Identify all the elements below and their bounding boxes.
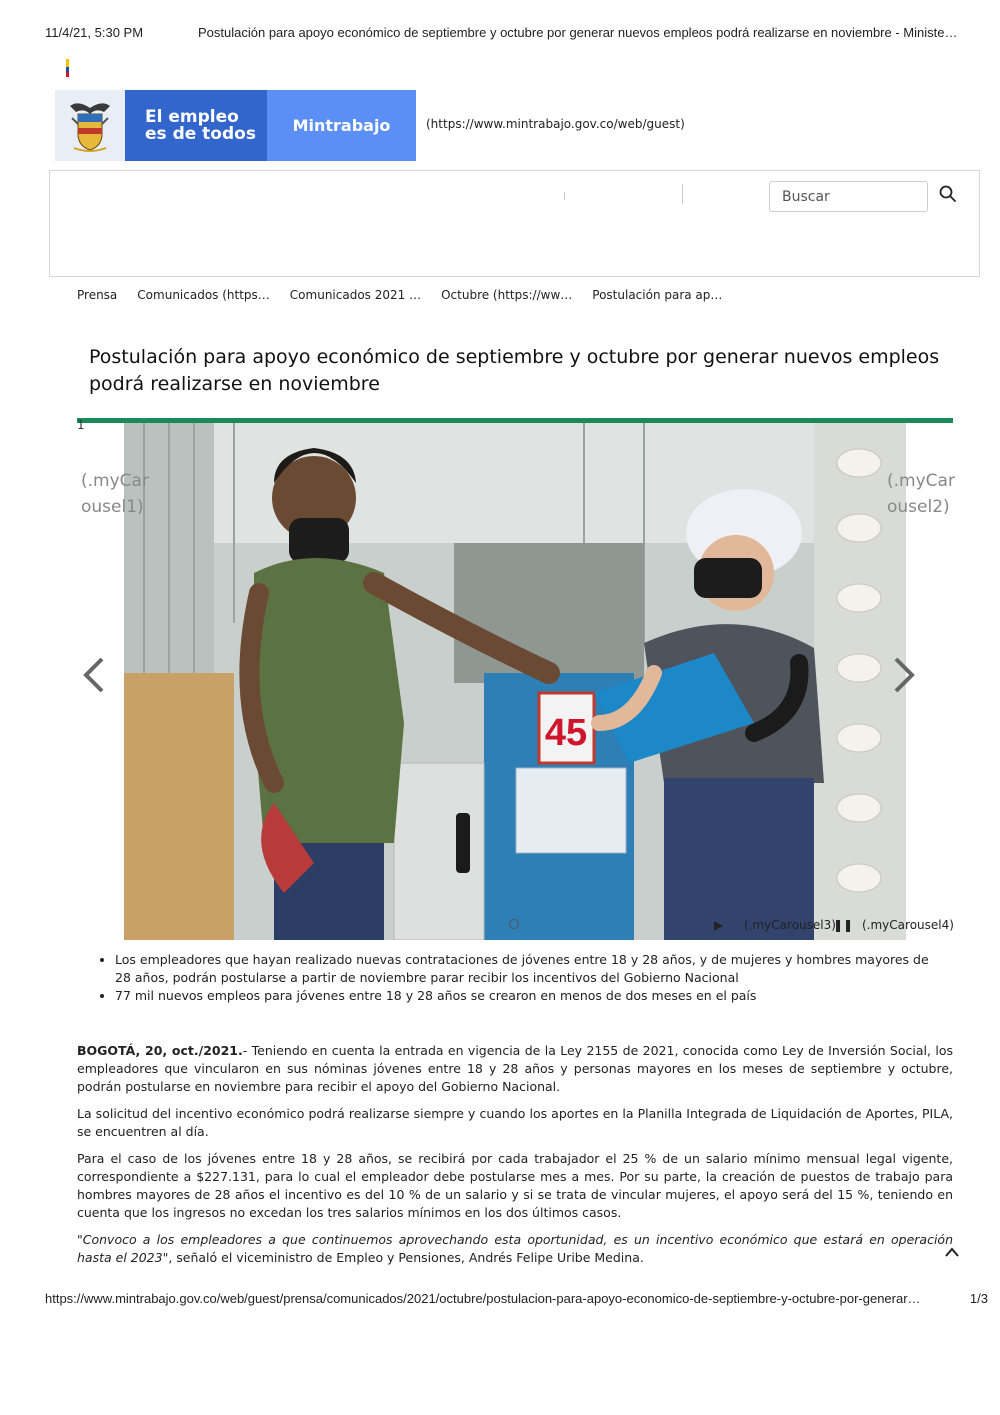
nav-divider	[682, 184, 683, 204]
pause-icon[interactable]: ❚❚	[833, 918, 854, 932]
breadcrumb-item[interactable]: Octubre (https://ww…	[441, 288, 573, 302]
print-footer	[45, 1291, 988, 1306]
article-body	[77, 1042, 953, 1276]
page-title: Postulación para apoyo económico de septiembre y octubre por generar nuevos empleos podrá realizarse en noviembre	[89, 346, 940, 395]
chevron-left-icon[interactable]	[80, 655, 108, 695]
print-header	[0, 25, 1000, 43]
print-page-title: Postulación para apoyo económico de septiembre y octubre por generar nuevos empleos podrá realizarse en noviembre - Ministe…	[198, 25, 958, 40]
carousel-pause-label[interactable]: (.myCarousel4)	[862, 918, 954, 932]
carousel-indicator[interactable]	[509, 919, 519, 929]
nav-divider	[564, 192, 565, 200]
site-logo-link[interactable]	[55, 90, 416, 161]
colombia-flag-icon	[66, 59, 69, 77]
play-icon[interactable]: ▶	[714, 918, 724, 932]
search-icon[interactable]	[938, 184, 958, 204]
breadcrumb-item[interactable]: Postulación para ap…	[592, 288, 723, 302]
breadcrumb	[77, 288, 742, 302]
list-item: • 77 mil nuevos empleos para jóvenes entre 18 y 28 años se crearon en menos de dos meses en el país	[115, 987, 945, 1005]
carousel-play-label[interactable]: (.myCarousel3)	[744, 918, 836, 932]
logo-url-text: (https://www.mintrabajo.gov.co/web/guest)	[426, 117, 685, 131]
page-number: 1/3	[969, 1291, 988, 1306]
article-paragraph: La solicitud del incentivo económico podrá realizarse siempre y cuando los aportes en la Planilla Integrada de Liquidación de Aportes, PILA, se encuentren al día.	[77, 1106, 953, 1139]
slide-number: 1	[77, 418, 85, 432]
print-date: 11/4/21, 5:30 PM	[45, 25, 144, 40]
coat-of-arms-icon	[55, 90, 125, 161]
chevron-right-icon[interactable]	[890, 655, 918, 695]
breadcrumb-item[interactable]: Prensa	[77, 288, 118, 302]
logo-line-1: El empleo	[145, 106, 239, 127]
list-item: • Los empleadores que hayan realizado nuevas contrataciones de jóvenes entre 18 y 28 años, y de mujeres y hombres mayores de 28 años, podrán postularse a partir de noviembre parar recibir los incentivos del Gobierno Nacional	[115, 951, 945, 987]
carousel-prev-link[interactable]: (.myCarousel1)	[81, 471, 149, 517]
search-input[interactable]	[769, 181, 928, 212]
article-paragraph: BOGOTÁ, 20, oct./2021.- Teniendo en cuenta la entrada en vigencia de la Ley 2155 de 2021, conocida como Ley de Inversión Social, los empleadores que vincularon en sus nóminas jóvenes entre 18 y 28 años y personas mayores en los meses de septiembre y octubre, podrán postularse en noviembre para recibir el apoyo del Gobierno Nacional.	[77, 1043, 953, 1094]
chevron-up-icon[interactable]	[944, 1243, 960, 1255]
print-url: https://www.mintrabajo.gov.co/web/guest/prensa/comunicados/2021/octubre/postulacion-para-apoyo-economico-de-septiembre-y-octubre-por-generar…	[45, 1291, 921, 1306]
logo-slogan	[125, 90, 267, 161]
article-paragraph: Para el caso de los jóvenes entre 18 y 28 años, se recibirá por cada trabajador el 25 % de un salario mínimo mensual legal vigente, correspondiente a $227.131, para lo cual el empleador debe postularse mes a mes. Por su parte, la creación de puestos de trabajo para hombres mayores de 28 años el incentivo es del 10 % de un salario y si se trata de vincular mujeres, el apoyo será del 15 %, teniendo en cuenta que los ingresos no excedan los tres salarios mínimos en los dos últimos casos.	[77, 1151, 953, 1220]
logo-line-2: es de todos	[145, 123, 256, 144]
carousel-slide-image	[124, 423, 906, 940]
article-quote: "Convoco a los empleadores a que continuemos aprovechando esta oportunidad, es un incentivo económico que estará en operación hasta el 2023", señaló el viceministro de Empleo y Pensiones, Andrés Felipe Uribe Medina.	[77, 1232, 953, 1265]
machine-number: 45	[544, 712, 588, 754]
dateline: BOGOTÁ, 20, oct./2021.	[77, 1043, 243, 1058]
summary-bullets	[97, 951, 945, 1005]
logo-brand: Mintrabajo	[267, 90, 416, 161]
breadcrumb-item[interactable]: Comunicados 2021 …	[289, 288, 422, 302]
carousel-next-link[interactable]: (.myCarousel2)	[887, 471, 955, 517]
breadcrumb-item[interactable]: Comunicados (https…	[137, 288, 270, 302]
